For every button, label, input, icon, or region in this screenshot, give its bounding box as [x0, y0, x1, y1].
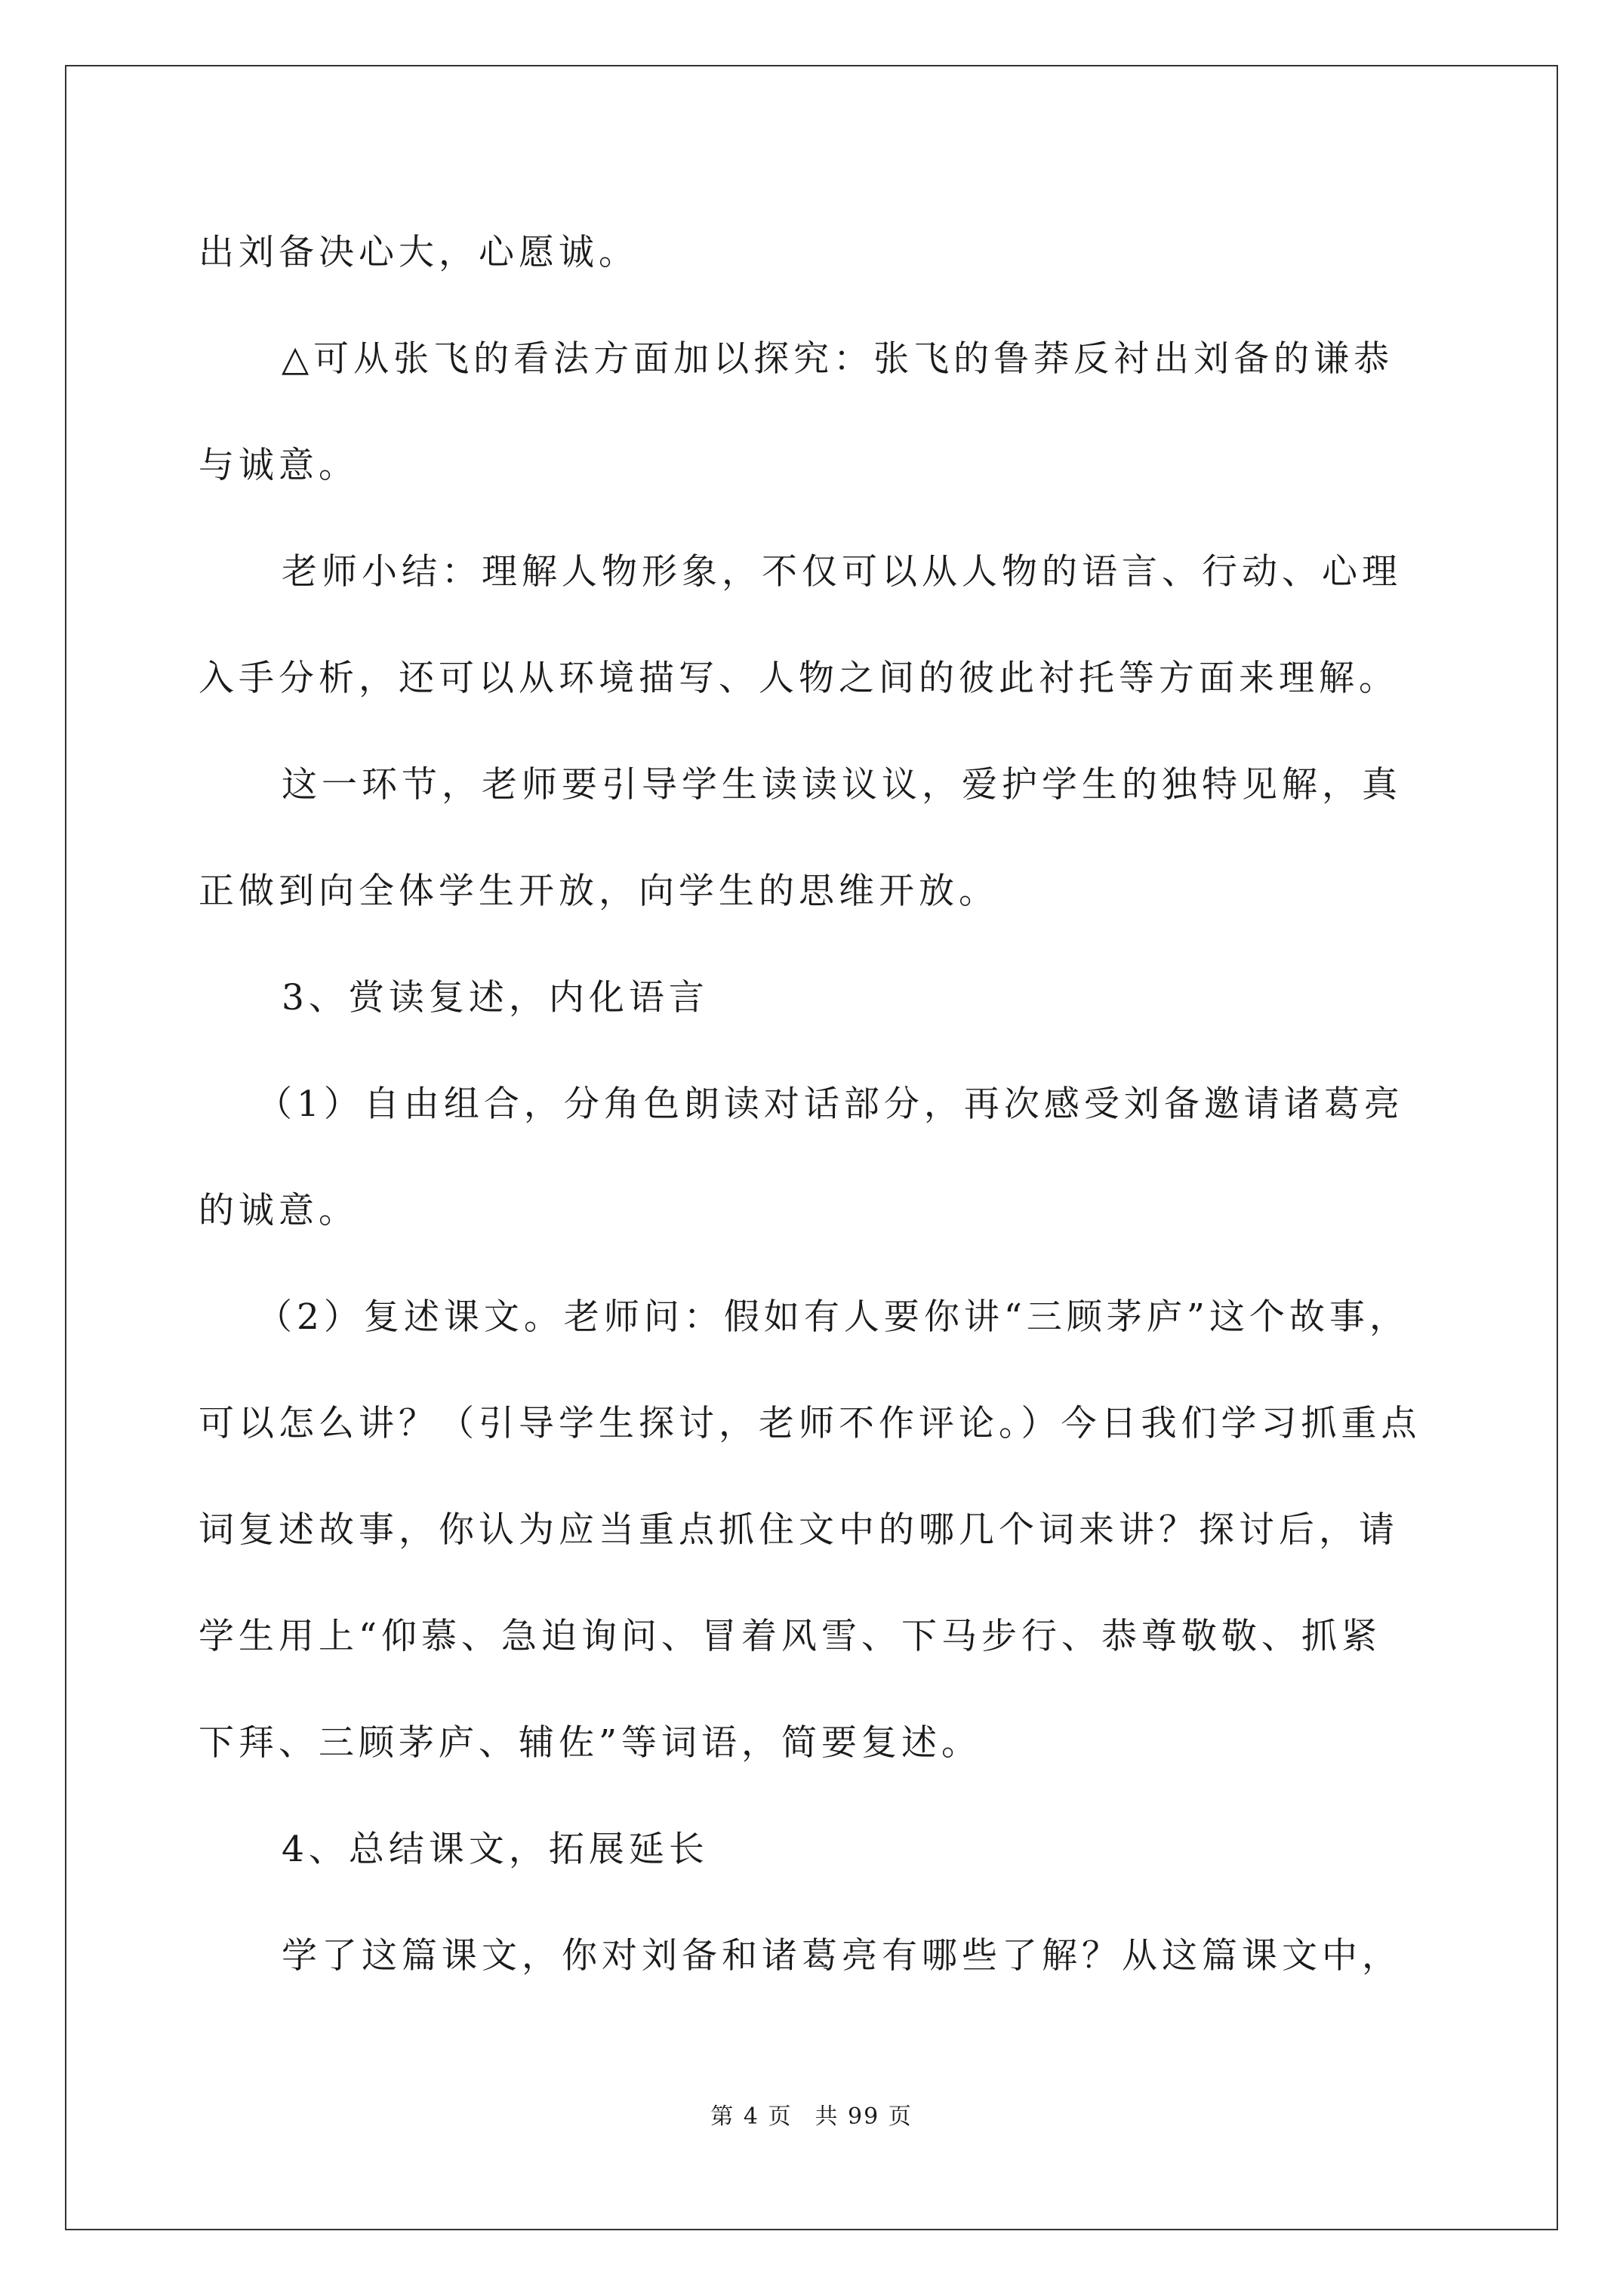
text-line: △可从张飞的看法方面加以探究：张飞的鲁莽反衬出刘备的谦恭 — [282, 338, 1394, 380]
section-heading: 4、总结课文，拓展延长 — [282, 1829, 709, 1870]
text-line: 与诚意。 — [199, 445, 359, 486]
page-number: 第 4 页 — [710, 2103, 793, 2130]
text-line: 学生用上“仰慕、急迫询问、冒着风雪、下马步行、恭尊敬敬、抓紧 — [199, 1616, 1382, 1657]
text-line: 出刘备决心大，心愿诚。 — [199, 232, 639, 273]
text-line: 的诚意。 — [199, 1190, 359, 1231]
page-border — [65, 65, 1558, 2230]
text-line: 正做到向全体学生开放，向学生的思维开放。 — [199, 871, 999, 912]
section-heading: 3、赏读复述，内化语言 — [282, 977, 709, 1019]
text-line: 入手分析，还可以从环境描写、人物之间的彼此衬托等方面来理解。 — [199, 658, 1399, 699]
text-line: （1）自由组合，分角色朗读对话部分，再次感受刘备邀请诸葛亮 — [257, 1083, 1404, 1125]
text-line: （2）复述课文。老师问：假如有人要你讲“三顾茅庐”这个故事， — [257, 1296, 1409, 1338]
page-footer — [0, 2102, 1623, 2132]
text-line: 下拜、三顾茅庐、辅佐”等词语，简要复述。 — [199, 1722, 982, 1764]
text-line: 老师小结：理解人物形象，不仅可以从人物的语言、行动、心理 — [282, 551, 1402, 593]
text-line: 词复述故事，你认为应当重点抓住文中的哪几个词来讲？探讨后，请 — [199, 1509, 1399, 1551]
text-line: 可以怎么讲？（引导学生探讨，老师不作评论。）今日我们学习抓重点 — [199, 1403, 1421, 1444]
page-total: 共 99 页 — [815, 2103, 913, 2130]
text-line: 学了这篇课文，你对刘备和诸葛亮有哪些了解？从这篇课文中， — [282, 1935, 1402, 1977]
text-line: 这一环节，老师要引导学生读读议议，爱护学生的独特见解，真 — [282, 764, 1402, 806]
